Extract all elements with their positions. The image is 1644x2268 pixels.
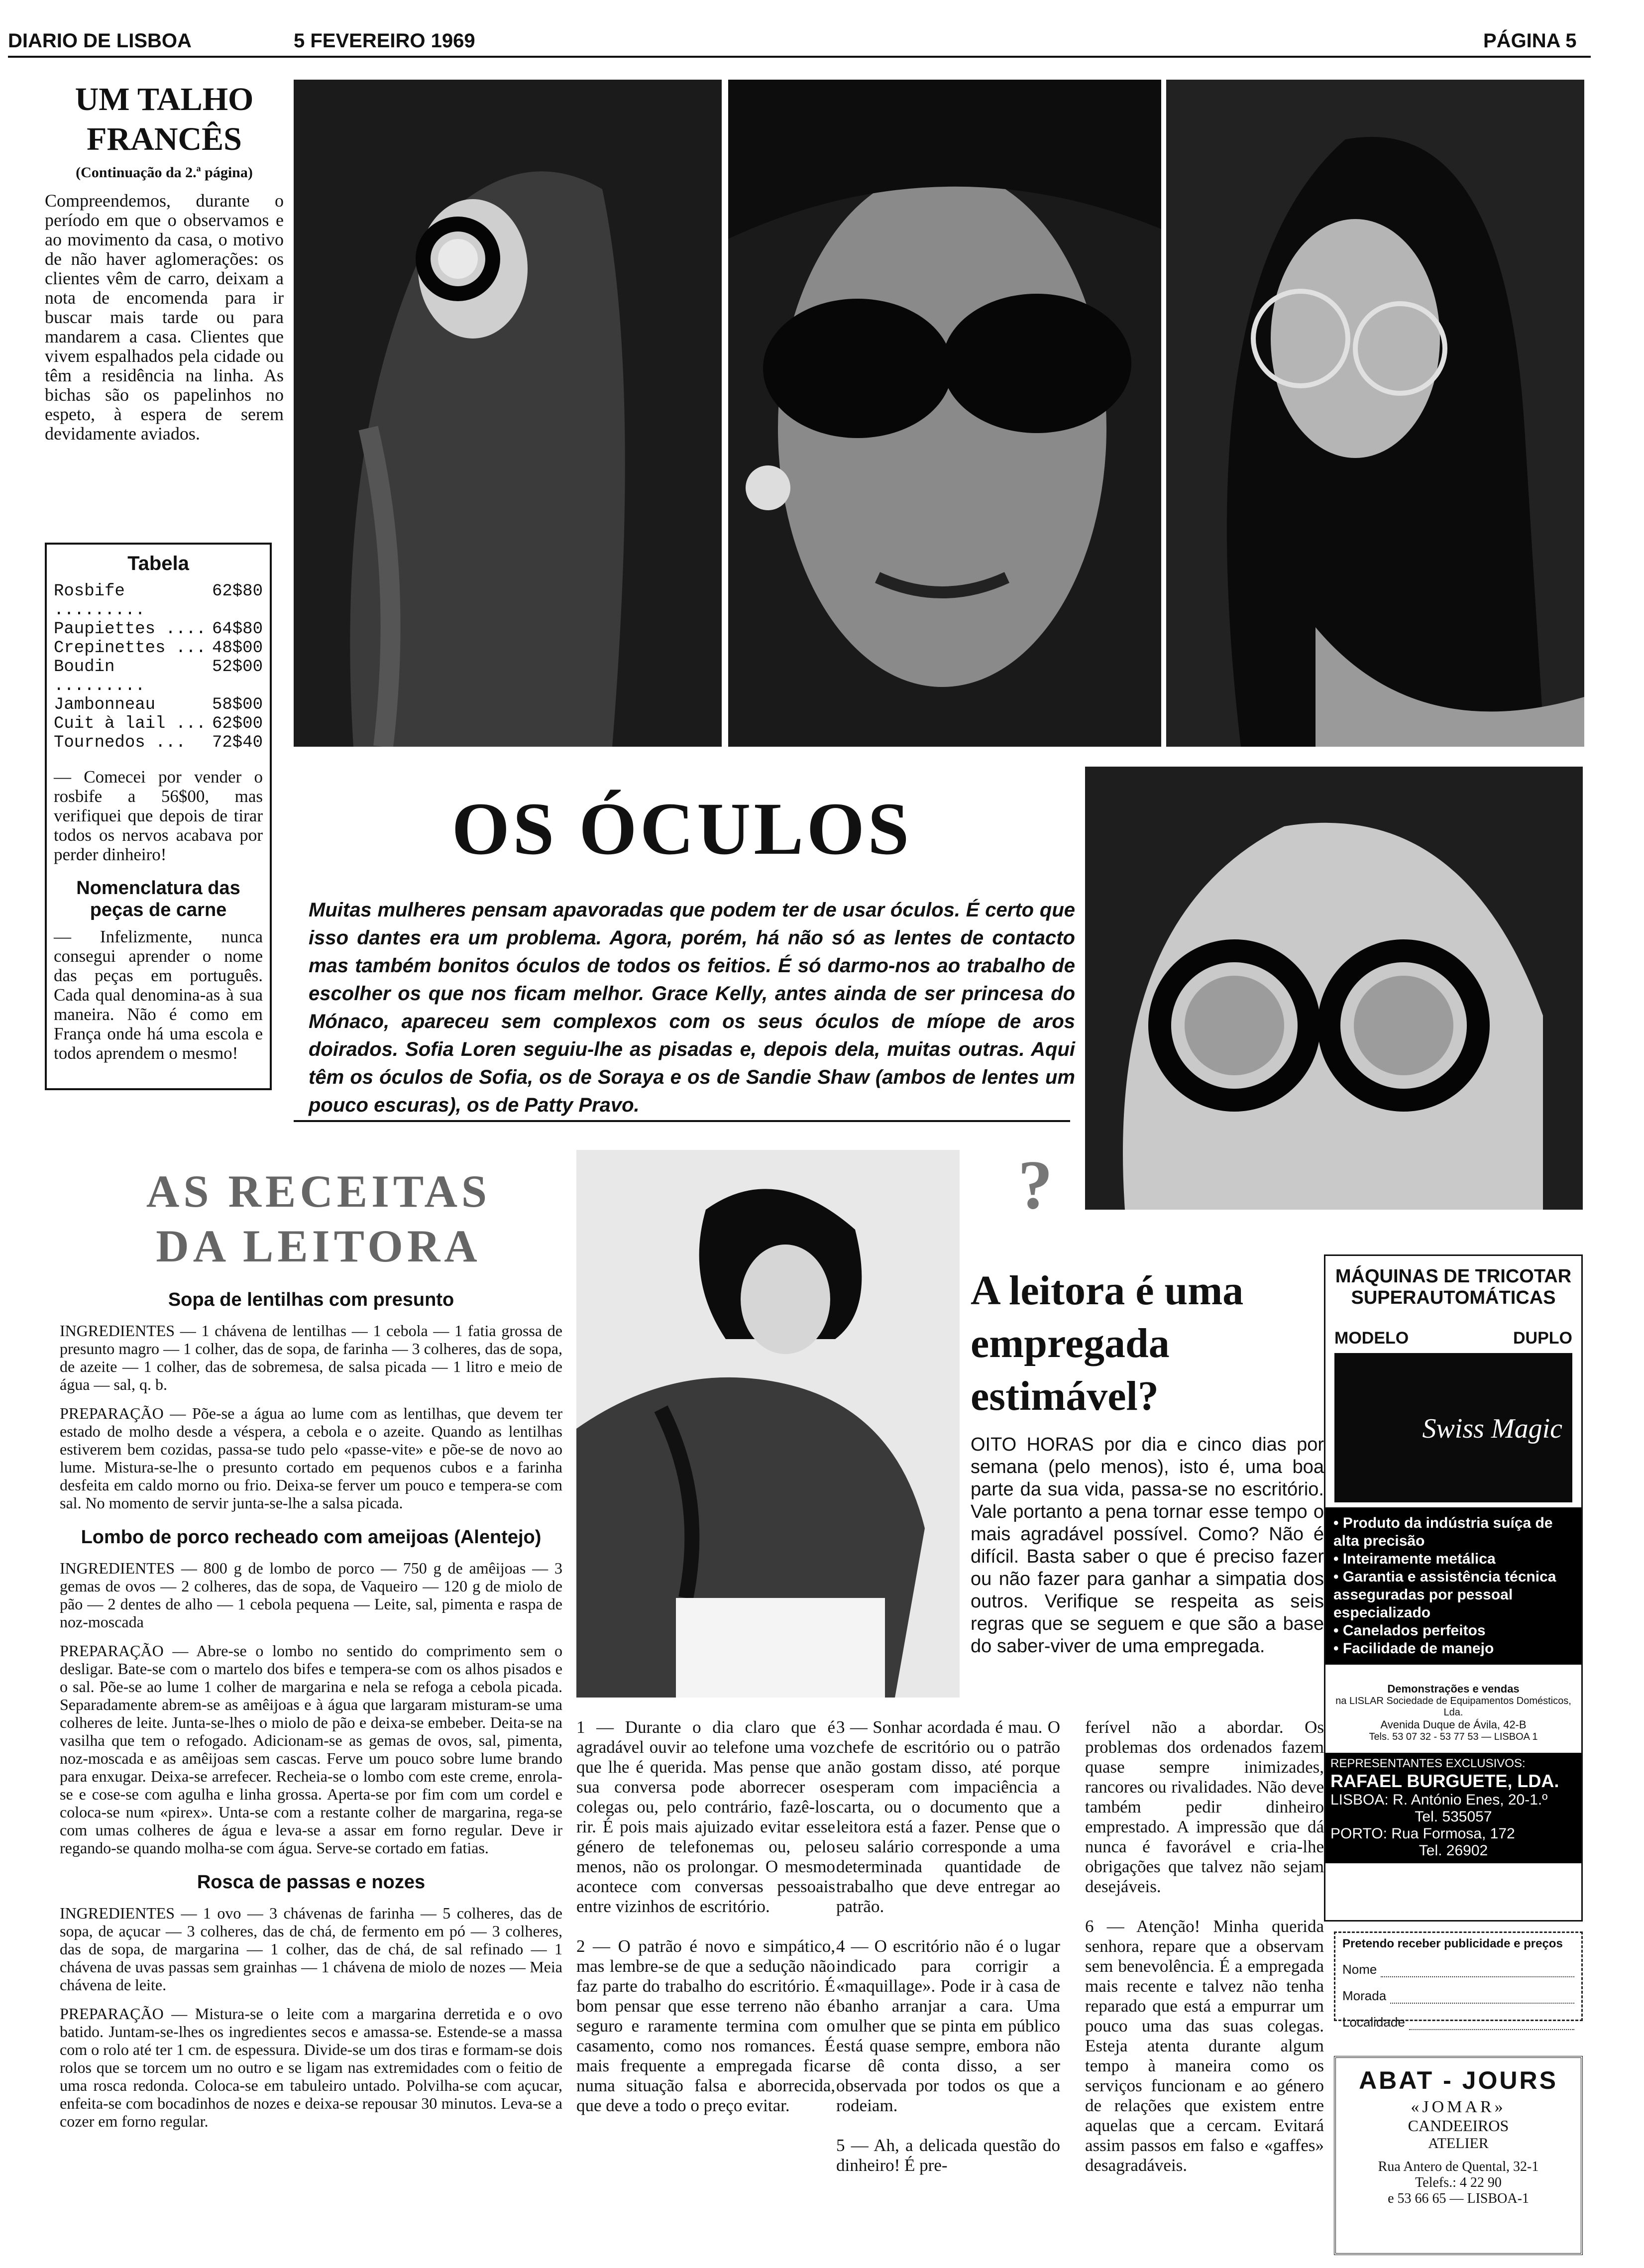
recipes-list: [60, 1274, 562, 2141]
price-row: [54, 620, 263, 639]
price-table-box: [45, 543, 272, 1090]
price-row: [54, 733, 263, 752]
coupon-address-field[interactable]: [1342, 1988, 1574, 2004]
ad-features: [1333, 1514, 1573, 1658]
ad-modelo: MODELO: [1334, 1329, 1409, 1348]
coupon-name-field[interactable]: [1342, 1962, 1574, 1977]
coupon-name-label: Nome: [1342, 1962, 1377, 1977]
price-value: 62$80: [212, 582, 263, 601]
coupon-locality-label: Localidade: [1342, 2015, 1405, 2030]
abat-line2: ATELIER: [1428, 2135, 1489, 2152]
price-value: 62$00: [212, 714, 263, 733]
price-item: Crepinettes ...: [54, 639, 207, 658]
price-value: 58$00: [212, 695, 263, 714]
ad-porto: PORTO: Rua Formosa, 172: [1330, 1825, 1515, 1842]
oculos-bottom-rule: [294, 1120, 1070, 1122]
price-table-text: — Comecei por vender o rosbife a 56$00, mas verifiquei que depois de tirar todos os nervos acabava por perder dinheiro!: [54, 767, 263, 864]
ad-duplo: DUPLO: [1513, 1329, 1572, 1348]
ad-demo: Demonstrações e vendas: [1387, 1683, 1520, 1695]
leitora-col1: [576, 1717, 835, 2116]
ad-reps-box: [1325, 1753, 1581, 1863]
ad-feature-item: • Inteiramente metálica: [1333, 1551, 1496, 1567]
ad-phones: Tels. 53 07 32 - 53 77 53 — LISBOA 1: [1369, 1731, 1538, 1742]
price-item: Jambonneau: [54, 695, 156, 714]
ad-lisboa: LISBOA: R. António Enes, 20-1.º: [1330, 1792, 1548, 1808]
price-row: [54, 582, 263, 620]
recipe-name: Lombo de porco recheado com ameijoas (Alentejo): [81, 1527, 542, 1548]
photo-sandie-shaw: [1166, 80, 1584, 747]
ad-feature-item: • Garantia e assistência técnica asseguradas por pessoal especializado: [1333, 1569, 1556, 1621]
abat-line1: CANDEEIROS: [1408, 2117, 1509, 2135]
machine-illustration: [1334, 1353, 1572, 1502]
leitora-col3: [1085, 1717, 1324, 2175]
photo-office-art: [576, 1150, 960, 1698]
ad-title-2: SUPERAUTOMÁTICAS: [1351, 1287, 1556, 1308]
price-item: Tournedos ...: [54, 733, 186, 752]
receitas-title-line1: AS RECEITAS: [146, 1166, 491, 1217]
recipe-ingredients: INGREDIENTES — 800 g de lombo de porco — 750 g de amêijoas — 3 gemas de ovos — 2 colheres, das de sopa, de Vaqueiro — 120 g de miolo de pão — 2 dentes de alho — 1 cebola pequena — Leite, sal, pimenta e raspa de noz-moscada: [60, 1559, 562, 1631]
leitora-col3-text: ferível não a abordar. Os problemas dos ordenados fazem quase sempre inimizades, rancores ou rivalidades. Não deve também pedir dinheiro emprestado. A impressão que dá nunca é favorável e cria-lhe obrigações que talvez não sejam desejáveis. 6 — Atenção! Minha querida senhora, repare que a observam sem benevolência. É a empregada mais recente e talvez não tenha reparado que está a empurrar um pouco uma das suas colegas. Esteja atenta durante algum tempo à maneira como os serviços funcionam e ao género de relações que existem entre aquelas que a cercam. Evitará assim passos em falso e «gaffes» desagradáveis.: [1085, 1717, 1324, 2175]
price-item: Rosbife .........: [54, 582, 145, 620]
ad-feature-item: • Produto da indústria suíça de alta precisão: [1333, 1515, 1553, 1549]
price-row: [54, 714, 263, 733]
coupon-locality-field[interactable]: [1342, 2015, 1574, 2030]
photo-patty-pravo: [1085, 767, 1583, 1210]
ad-knitting-machines: [1324, 1254, 1583, 1922]
oculos-intro: Muitas mulheres pensam apavoradas que podem ter de usar óculos. É certo que isso dantes era um problema. Agora, porém, há não só as lentes de contacto mas também bonitos óculos de todos os feitios. É só darmo-nos ao trabalho de escolher os que nos ficam melhor. Grace Kelly, antes ainda de ser princesa do Mónaco, apareceu sem complexos com os seus óculos de míope de aros doirados. Sofia Loren seguiu-lhe as pisadas e, depois dela, muitas outras. Aqui têm os óculos de Sofia, os de Soraya e os de Sandie Shaw (ambos de lentes um pouco escuras), os de Patty Pravo.: [309, 899, 1075, 1116]
talho-body: Compreendemos, durante o período em que o observamos e ao movimento da casa, o motivo de não haver aglomerações: os clientes vêm de carro, deixam a nota de encomenda para ir buscar mais tarde ou para mandarem a casa. Clientes que vivem espalhados pela cidade ou têm a residência na linha. As bichas são os papelinhos no espeto, à espera de serem devidamente aviados.: [45, 191, 284, 444]
photo-sofia-art: [294, 80, 722, 747]
ad-lislar: na LISLAR Sociedade de Equipamentos Domésticos, Lda.: [1335, 1696, 1571, 1718]
price-table-rows: [54, 582, 263, 752]
receitas-title-line2: DA LEITORA: [156, 1221, 481, 1271]
ad-company: RAFAEL BURGUETE, LDA.: [1330, 1771, 1559, 1791]
ad-model-row: [1325, 1309, 1581, 1348]
nomenclatura-title: Nomenclatura das peças de carne: [76, 878, 240, 920]
ad-features-box: [1325, 1507, 1581, 1665]
abat-title: ABAT - JOURS: [1359, 2066, 1558, 2094]
ad-brand: Swiss Magic: [1422, 1413, 1562, 1444]
recipe-preparation: PREPARAÇÃO — Mistura-se o leite com a margarina derretida e o ovo batido. Juntam-se-lhes os ingredientes secos e amassa-se. Estende-se a massa com o rolo até ter 1 cm. de espessura. Divide-se um dos tiras e formam-se dois rolos que se torcem um no outro e se ligam nas extremidades com o feitio de uma rosca redonda. Coloca-se em tabuleiro untado. Polvilha-se com açucar, enfeita-se com bocadinhos de nozes e deixa-se repousar 30 minutos. Leva-se a cozer em forno regular.: [60, 2005, 562, 2130]
talho-title-line1: UM TALHO: [75, 81, 254, 117]
ad-lisboa-tel: Tel. 535057: [1415, 1809, 1492, 1825]
photo-patty-art: [1085, 767, 1583, 1210]
photo-sofia-loren: [294, 80, 722, 747]
photo-office-worker: [576, 1150, 960, 1698]
abat-address: Rua Antero de Quental, 32-1: [1378, 2159, 1539, 2174]
price-value: 48$00: [212, 639, 263, 658]
recipe-name: Rosca de passas e nozes: [197, 1872, 426, 1893]
coupon-title: Pretendo receber publicidade e preços: [1342, 1937, 1563, 1950]
talho-continuation: (Continuação da 2.ª página): [76, 164, 253, 181]
abat-phones2: e 53 66 65 — LISBOA-1: [1388, 2191, 1529, 2206]
oculos-title: OS ÓCULOS: [451, 788, 912, 870]
recipe-preparation: PREPARAÇÃO — Põe-se a água ao lume com as lentilhas, que devem ter estado de molho desde a véspera, a cebola e o azeite. Quando as lentilhas estiverem bem cozidas, passa-se tudo pelo «passe-vite» e põe-se de novo ao lume. Mistura-se-lhe o presunto cortado em pequenos cubos e a farinha desfeita em caldo morno ou frio. Deixa-se ferver um pouco e tempera-se com sal. No momento de servir junta-se-lhe a salsa picada.: [60, 1404, 562, 1512]
leitora-title: A leitora é uma empregada estimável?: [971, 1267, 1244, 1419]
issue-date: 5 FEVEREIRO 1969: [294, 30, 475, 52]
recipe-name: Sopa de lentilhas com presunto: [168, 1289, 454, 1310]
price-item: Paupiettes ....: [54, 620, 207, 639]
ad-abat-jours: [1334, 2056, 1583, 2255]
nomenclatura-text: — Infelizmente, nunca consegui aprender o nome das peças em português. Cada qual denomina-as à sua maneira. Não é como em França onde há uma escola e todos aprendem o mesmo!: [54, 927, 263, 1063]
photo-soraya-art: [728, 80, 1161, 747]
price-value: 64$80: [212, 620, 263, 639]
recipe-ingredients: INGREDIENTES — 1 ovo — 3 chávenas de farinha — 5 colheres, das de sopa, de açucar — 3 colheres, das de chá, de fermento em pó — 3 colheres, das de sopa, de margarina — 1 colher, das de chá, de sal refinado — 1 chávena de uvas passas sem grainhas — 1 chávena de miolo de nozes — Meia chávena de leite.: [60, 1904, 562, 1994]
talho-title-line2: FRANCÊS: [87, 121, 242, 157]
abat-phones: Telefs.: 4 22 90: [1415, 2175, 1502, 2190]
photo-soraya: [728, 80, 1161, 747]
price-row: [54, 658, 263, 695]
page-number: PÁGINA 5: [1483, 30, 1577, 52]
newspaper-name: DIARIO DE LISBOA: [8, 30, 192, 52]
ad-feature-item: • Facilidade de manejo: [1333, 1640, 1494, 1657]
ad-address: Avenida Duque de Ávila, 42-B: [1380, 1718, 1527, 1731]
recipe-preparation: PREPARAÇÃO — Abre-se o lombo no sentido do comprimento sem o desligar. Bate-se com o martelo dos bifes e tempera-se com os alhos pisados e o sal. Põe-se ao lume 1 colher de margarina e nela se refoga a cebola picada. Separadamente abrem-se as amêijoas e à água que largaram misturam-se uma colheres de leite. Junta-se-lhes o miolo de pão e deixa-se embeber. Deita-se na vasilha que tem o refogado. Adicionam-se as gemas de ovos, sal, pimenta, noz-moscada e as amêijoas sem cascas. Ferve um pouco sobre lume brando para enxugar. Deixa-se arrefecer. Recheia-se o lombo com este creme, enrola-se e cose-se com agulha e linha grossa. Aperta-se por fim com um cordel e coloca-se num «pirex». Unta-se com a restante colher de margarina, rega-se com umas colheres de água e leva-se a assar em forno regular. Deve ir regando-se quando molha-se com água. Serve-se cortado em fatias.: [60, 1642, 562, 1857]
ad-feature-item: • Canelados perfeitos: [1333, 1622, 1486, 1639]
ad-title-1: MÁQUINAS DE TRICOTAR: [1335, 1266, 1572, 1287]
price-table-title: Tabela: [127, 553, 189, 574]
leitora-col2-text: 3 — Sonhar acordada é mau. O chefe de escritório ou o patrão não gostam disso, até porque esperam com impaciência a carta, ou o documento que a leitora está a fazer. Pense que o seu salário corresponde a uma determinada quantidade de trabalho que deve entregar ao patrão. 4 — O escritório não é o lugar indicado para corrigir a «maquillage». Pode ir à casa de banho arranjar a cara. Uma mulher que se pinta em público está quase sempre, embora não se dê conta disso, a ser observada por todos os que a rodeiam. 5 — Ah, a delicada questão do dinheiro! É pre-: [836, 1717, 1060, 2175]
price-row: [54, 695, 263, 714]
ad-porto-tel: Tel. 26902: [1419, 1842, 1488, 1859]
recipe-ingredients: INGREDIENTES — 1 chávena de lentilhas — 1 cebola — 1 fatia grossa de presunto magro — 1 colher, das de sopa, de farinha — 3 colheres, das de sopa, de azeite — 1 colher, das de sobremesa, de salsa picada — 1 litro e meio de água — sal, q. b.: [60, 1322, 562, 1393]
price-value: 72$40: [212, 733, 263, 752]
price-value: 52$00: [212, 658, 263, 677]
leitora-col1-text: 1 — Durante o dia claro que é agradável ouvir ao telefone uma voz que lhe é querida. Mas pense que a sua conversa pode aborrecer os colegas ou, pelo contrário, fazê-los rir. É pois mais ajuizado evitar esse género de telefonemas ou, pelo menos, não os prolongar. O mesmo acontece com conversas pessoais entre vizinhos de escritório. 2 — O patrão é novo e simpático, mas lembre-se de que a sedução não faz parte do trabalho do escritório. É bom pensar que esse terreno não é seguro e raramente termina com o casamento, como nos romances. É mais frequente a empregada ficar numa situação falsa e aborrecida, que deve a todo o preço evitar.: [576, 1717, 835, 2115]
price-item: Boudin .........: [54, 658, 145, 695]
coupon-address-label: Morada: [1342, 1988, 1387, 2003]
abat-brand: «JOMAR»: [1411, 2098, 1506, 2116]
talho-article: [45, 80, 284, 444]
question-mark: ?: [1018, 1146, 1053, 1224]
price-item: Cuit à lail ...: [54, 714, 207, 733]
header-rule: [8, 56, 1591, 58]
leitora-intro: OITO HORAS por dia e cinco dias por semana (pelo menos), isto é, uma boa parte da sua vida, passa-se no escritório. Vale portanto a pena tornar esse tempo o mais agradável possível. Como? Não é difícil. Basta saber o que é preciso fazer ou não fazer para ganhar a simpatia dos outros. Verifique se respeita as seis regras que se seguem e que são a base do saber-viver de uma empregada.: [971, 1434, 1324, 1657]
photo-sandie-art: [1166, 80, 1584, 747]
price-row: [54, 639, 263, 658]
ad-reps-label: REPRESENTANTES EXCLUSIVOS:: [1330, 1757, 1526, 1770]
publicity-coupon: [1334, 1931, 1583, 2030]
leitora-col2: [836, 1717, 1060, 2175]
